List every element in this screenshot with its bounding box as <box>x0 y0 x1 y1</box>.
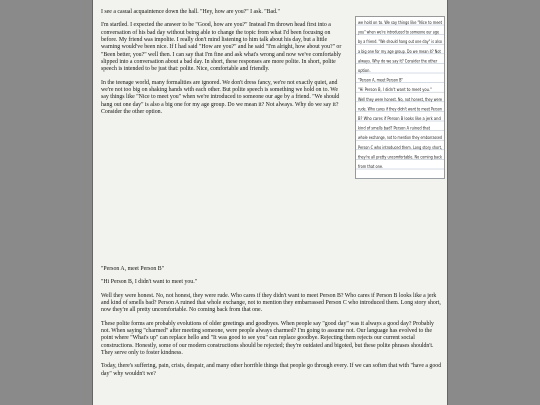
paragraph: In the teenage world, many formalities are ignored. We don't dress fancy, we're not exactly quiet, and we're not too big on shaking hands with each other. But polite speech is something we hold on to. We say things like "Nice to meet you" when we're introduced to someone our age by a friend. "We should hang out one day" is also a big one for my age group. Do we mean it? Not always. Why do we say it? Consider the other option. <box>101 79 340 116</box>
handwritten-line: rude. Who cares if they didn't want to meet Person <box>358 106 443 112</box>
paragraph: These polite forms are probably evolutions of older greetings and goodbyes. When people say "good day" was it always a good day? Probably not. When saying "charmed" after meeting someone, were people always charmed? I'm going to assume not. Our language has evolved to the point where "What's up" can replace hello and "It was good to see you" can replace goodbye. Rejecting them rejects our current social constructions. Honestly, some of our modern constructions should be rejected; they're outdated and bigoted, but these polite phrases shouldn't. They serve only to foster kindness. <box>101 320 434 357</box>
handwritten-line: kind of smells bad? Person A ruined that <box>358 125 431 131</box>
handwritten-line: "Hi Person B, I didn't want to meet you." <box>358 87 432 93</box>
paragraph: "Person A, meet Person B" <box>101 266 165 272</box>
bottom-text-block <box>101 266 443 384</box>
handwritten-line: they're all pretty uncomfortable. No coming back <box>358 154 443 160</box>
handwritten-notebook-image <box>355 16 445 179</box>
handwritten-line: "Person A, meet Person B" <box>358 77 404 83</box>
top-text-column <box>101 9 345 122</box>
handwritten-line: option. <box>358 68 371 73</box>
notebook-lines <box>356 17 444 178</box>
handwritten-line: by a friend. "We should hang out one day" is also <box>358 39 443 45</box>
handwritten-line: a big one for my age group. Do we mean it? Not <box>358 48 442 54</box>
paragraph: Well they were honest. No, not honest, they were rude. Who cares if they didn't want to meet Person B? Who cares if Person B looks like a jerk and kind of smells bad? Person A ruined that whole exchange, not to mention they embarrassed Person C who introduced them. Long story short, now they're all pretty uncomfortable. No coming back from that one. <box>101 292 441 314</box>
handwritten-line: Well they were honest. No, not honest, they were <box>358 96 443 102</box>
handwritten-line: B? Who cares if Person B looks like a jerk and <box>358 116 442 121</box>
handwritten-line: from that one. <box>358 164 384 169</box>
paragraph: I see a casual acquaintence down the hall. "Hey, how are you?" I ask. "Bad." <box>101 9 280 15</box>
handwritten-line: you" when we're introduced to someone our age <box>358 29 440 35</box>
handwritten-line: always. Why do we say it? Consider the other <box>358 58 438 64</box>
paragraph: Today, there's suffering, pain, crisis, despair, and many other horrible things that people go through every. If we can soften that with "have a good day" why wouldn't we? <box>101 363 442 377</box>
document-page <box>92 0 448 405</box>
paragraph: I'm startled. I expected the answer to be "Good, how are you?" Instead I'm thrown head first into a conversation of his bad day without being able to change the topic from what I'd been focusing on before. My friend was impolite. I really don't mind listening to him talk about his day, but a little warning would've been nice. If I had said "How are you?" and he said "I'm alright, how about you?" or "Been better, you?" well then. I can say that I'm fine and ask what's wrong and now we've comfortably slipped into a conversation about a bad day. In short, these responses are more polite. In short, polite speech is intended to be just that: polite. Nice, comfortable and friendly. <box>101 22 342 73</box>
handwritten-line: we hold on to. We say things like "Nice to meet <box>358 20 443 25</box>
paragraph: "Hi Person B, I didn't want to meet you." <box>101 279 198 286</box>
handwritten-line: whole exchange, not to mention they embarrassed <box>358 135 443 141</box>
handwritten-line: Person C who introduced them. Long story short, <box>358 144 442 150</box>
